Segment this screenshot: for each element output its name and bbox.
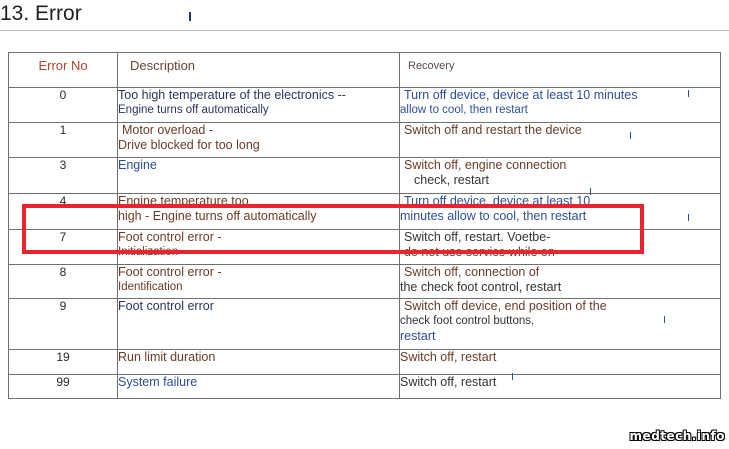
ink-mark bbox=[664, 316, 665, 323]
description-line: Run limit duration bbox=[118, 350, 216, 364]
description-line: Motor overload - bbox=[122, 123, 214, 137]
error-description bbox=[118, 230, 400, 265]
error-number: 99 bbox=[9, 375, 118, 399]
error-number: 0 bbox=[9, 88, 118, 123]
error-table bbox=[8, 52, 721, 399]
recovery-action bbox=[400, 123, 721, 158]
recovery-line: Switch off, engine connection bbox=[404, 158, 567, 172]
table-header-row bbox=[9, 53, 721, 88]
table-row bbox=[9, 230, 721, 265]
error-description bbox=[118, 265, 400, 299]
table-row bbox=[9, 350, 721, 375]
table-row bbox=[9, 299, 721, 350]
recovery-line: minutes allow to cool, then restart bbox=[400, 209, 587, 223]
table-row bbox=[9, 265, 721, 299]
table-row bbox=[9, 375, 721, 399]
header-description: Description bbox=[118, 53, 400, 88]
header-recovery: Recovery bbox=[400, 53, 721, 88]
recovery-line: check, restart bbox=[414, 173, 490, 187]
error-description bbox=[118, 88, 400, 123]
error-number: 3 bbox=[9, 158, 118, 194]
description-line: Engine turns off automatically bbox=[118, 104, 269, 116]
recovery-line: Switch off and restart the device bbox=[404, 123, 582, 137]
recovery-action bbox=[400, 350, 721, 375]
recovery-line: Switch off, connection of bbox=[404, 265, 540, 279]
description-line: Engine bbox=[118, 158, 157, 172]
header-error-no: Error No bbox=[9, 53, 118, 88]
watermark: medtech.info bbox=[629, 429, 725, 443]
table-row bbox=[9, 123, 721, 158]
error-number: 7 bbox=[9, 230, 118, 265]
description-line: Foot control error - bbox=[118, 265, 222, 279]
description-line: Initialization bbox=[118, 246, 179, 258]
ink-mark bbox=[189, 12, 191, 21]
ink-mark bbox=[590, 188, 591, 195]
recovery-line: Turn off device, device at least 10 bbox=[404, 194, 591, 208]
table-row bbox=[9, 88, 721, 123]
description-line: System failure bbox=[118, 375, 198, 389]
table-row bbox=[9, 194, 721, 230]
section-heading: 13. Error bbox=[0, 2, 82, 25]
recovery-line: check foot control buttons, bbox=[400, 315, 535, 327]
error-description bbox=[118, 350, 400, 375]
error-number: 8 bbox=[9, 265, 118, 299]
error-description bbox=[118, 194, 400, 230]
description-line: Foot control error - bbox=[118, 230, 222, 244]
recovery-action bbox=[400, 299, 721, 350]
recovery-action bbox=[400, 230, 721, 265]
ink-mark bbox=[512, 373, 513, 380]
recovery-line: Switch off, restart. Voetbe- bbox=[404, 230, 551, 244]
recovery-line: allow to cool, then restart bbox=[400, 104, 528, 116]
error-description bbox=[118, 123, 400, 158]
error-number: 4 bbox=[9, 194, 118, 230]
error-description bbox=[118, 299, 400, 350]
recovery-line: Switch off, restart bbox=[400, 350, 497, 364]
description-line: Drive blocked for too long bbox=[118, 138, 260, 152]
error-description bbox=[118, 375, 400, 399]
recovery-action bbox=[400, 194, 721, 230]
recovery-action bbox=[400, 375, 721, 399]
recovery-line: do not use service while on bbox=[404, 245, 555, 259]
description-line: Identification bbox=[118, 281, 183, 293]
recovery-line: restart bbox=[400, 329, 436, 343]
description-line: Foot control error bbox=[118, 299, 214, 313]
ink-mark bbox=[688, 90, 689, 97]
recovery-line: Switch off, restart bbox=[400, 375, 497, 389]
recovery-action bbox=[400, 88, 721, 123]
recovery-action bbox=[400, 158, 721, 194]
description-line: Too high temperature of the electronics -- bbox=[118, 88, 346, 102]
heading-divider bbox=[0, 30, 729, 31]
ink-mark bbox=[630, 132, 631, 139]
error-number: 9 bbox=[9, 299, 118, 350]
recovery-line: Turn off device, device at least 10 minutes bbox=[404, 88, 638, 102]
recovery-action bbox=[400, 265, 721, 299]
ink-mark bbox=[688, 214, 689, 221]
error-description bbox=[118, 158, 400, 194]
description-line: high - Engine turns off automatically bbox=[118, 209, 317, 223]
error-number: 1 bbox=[9, 123, 118, 158]
recovery-line: Switch off device, end position of the bbox=[404, 299, 607, 313]
description-line: Engine temperature too bbox=[118, 194, 249, 208]
table-row bbox=[9, 158, 721, 194]
recovery-line: the check foot control, restart bbox=[400, 280, 562, 294]
error-number: 19 bbox=[9, 350, 118, 375]
